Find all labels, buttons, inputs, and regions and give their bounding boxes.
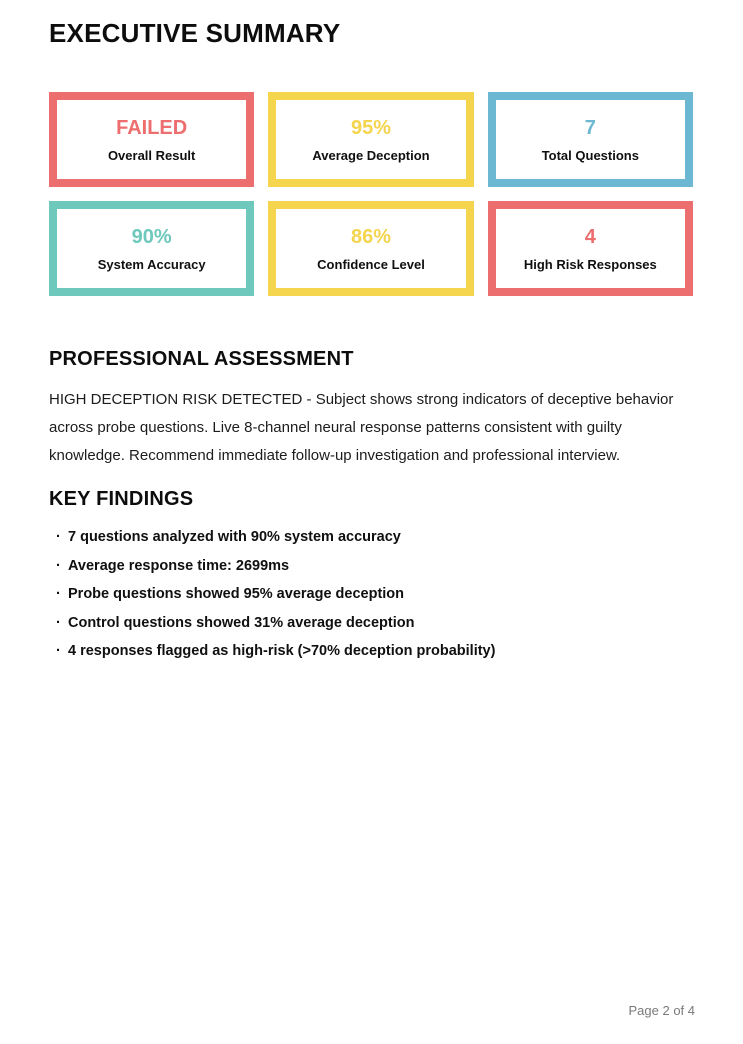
findings-list (49, 523, 693, 666)
bullet-marker: · (56, 557, 61, 574)
card-confidence-level (268, 201, 473, 296)
assessment-body: HIGH DECEPTION RISK DETECTED - Subject shows strong indicators of deceptive behavior across probe questions. Live 8-channel neural response patterns consistent with guilty knowledge. Recommend immediate follow-up investigation and professional interview. (49, 391, 674, 464)
card-label: System Accuracy (97, 256, 206, 272)
finding-text: Control questions showed 31% average deception (68, 614, 415, 631)
finding-text: Average response time: 2699ms (68, 557, 290, 574)
summary-cards (49, 92, 693, 296)
finding-item (49, 609, 693, 638)
bullet-marker: · (56, 614, 61, 631)
finding-item (49, 637, 693, 666)
page-number: Page 2 of 4 (628, 1003, 695, 1018)
card-value: 7 (584, 116, 596, 139)
card-value: 86% (350, 225, 391, 248)
assessment-heading: PROFESSIONAL ASSESSMENT (49, 348, 354, 370)
card-label: High Risk Responses (523, 256, 657, 272)
card-label: Overall Result (107, 147, 196, 163)
bullet-marker: · (56, 586, 61, 602)
finding-text: 4 responses flagged as high-risk (>70% deception probability) (68, 643, 496, 659)
card-total-questions (488, 92, 693, 187)
finding-text: 7 questions analyzed with 90% system accuracy (68, 529, 401, 545)
finding-item (49, 580, 693, 609)
page-title: EXECUTIVE SUMMARY (49, 18, 341, 48)
finding-text: Probe questions showed 95% average deception (68, 586, 405, 602)
findings-heading: KEY FINDINGS (49, 488, 194, 510)
card-high-risk-responses (488, 201, 693, 296)
finding-item (49, 523, 693, 552)
bullet-marker: · (56, 529, 61, 545)
bullet-marker: · (56, 643, 61, 659)
card-system-accuracy (49, 201, 254, 296)
card-label: Total Questions (541, 147, 639, 163)
card-label: Confidence Level (317, 256, 425, 272)
card-value: 95% (350, 116, 391, 139)
card-value: FAILED (116, 116, 188, 139)
card-value: 90% (131, 225, 172, 248)
card-average-deception (268, 92, 473, 187)
card-value: 4 (584, 225, 596, 248)
card-overall-result (49, 92, 254, 187)
finding-item (49, 552, 693, 581)
card-label: Average Deception (312, 147, 430, 163)
